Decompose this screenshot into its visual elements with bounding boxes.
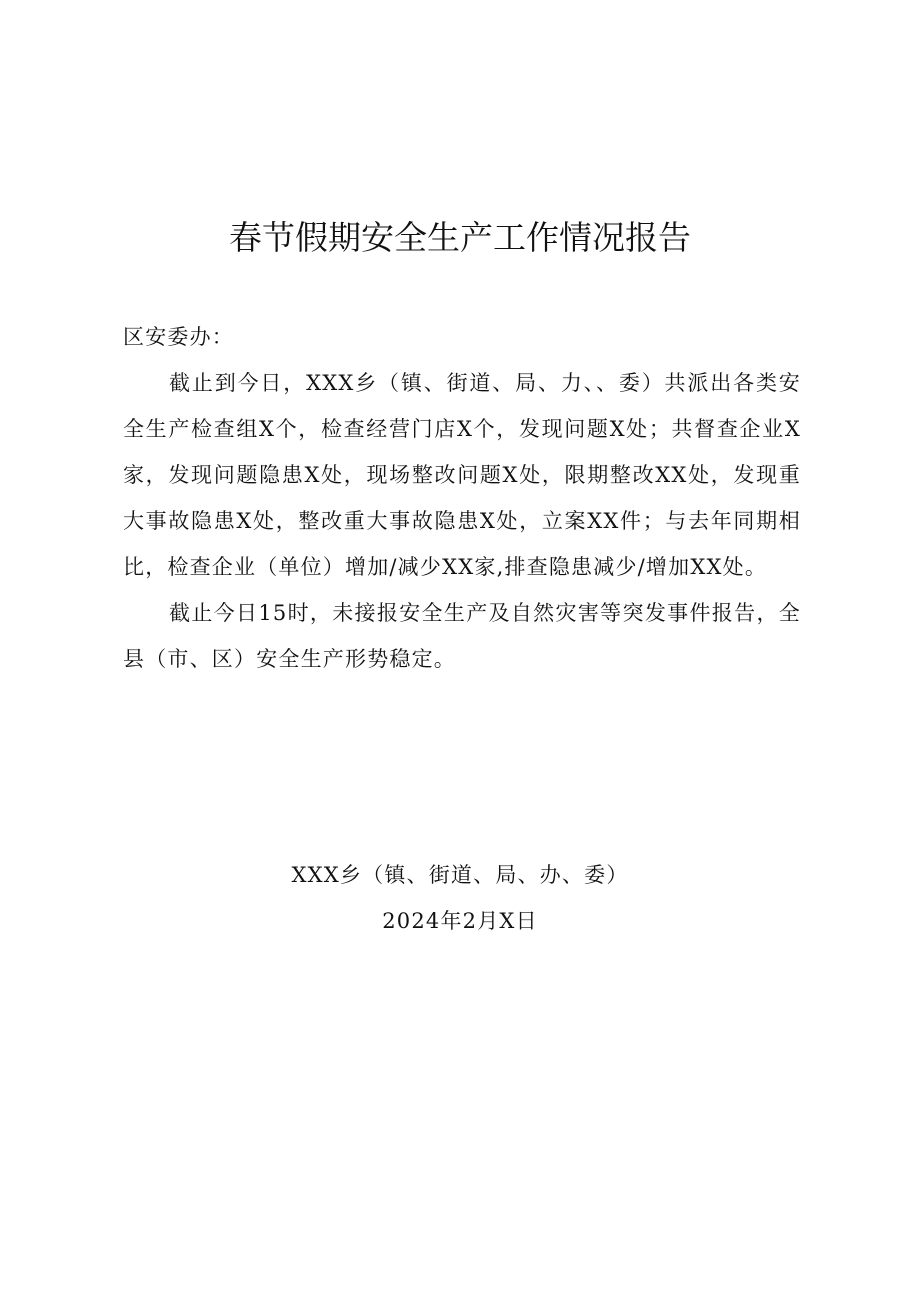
paragraph-inspection-summary: 截止到今日，XXX乡（镇、街道、局、力、、委）共派出各类安全生产检查组X个，检查经营门店X个，发现问题X处；共督查企业X家，发现问题隐患X处，现场整改问题X处，限期整改XX处，发现重大事故隐患X处，整改重大事故隐患X处，立案XX件；与去年同期相比，检查企业（单位）增加/减少XX家,排查隐患减少/增加XX处。	[123, 371, 801, 579]
salutation: 区安委办：	[123, 325, 234, 349]
signature-date: 2024年2月X日	[382, 909, 538, 933]
document-body	[123, 314, 801, 682]
document-title: 春节假期安全生产工作情况报告	[229, 218, 691, 257]
paragraph-safety-status: 截止今日15时，未接报安全生产及自然灾害等突发事件报告，全县（市、区）安全生产形势稳定。	[123, 601, 801, 671]
signature-organization: XXX乡（镇、街道、局、办、委）	[291, 863, 629, 887]
signature-block	[0, 852, 920, 944]
